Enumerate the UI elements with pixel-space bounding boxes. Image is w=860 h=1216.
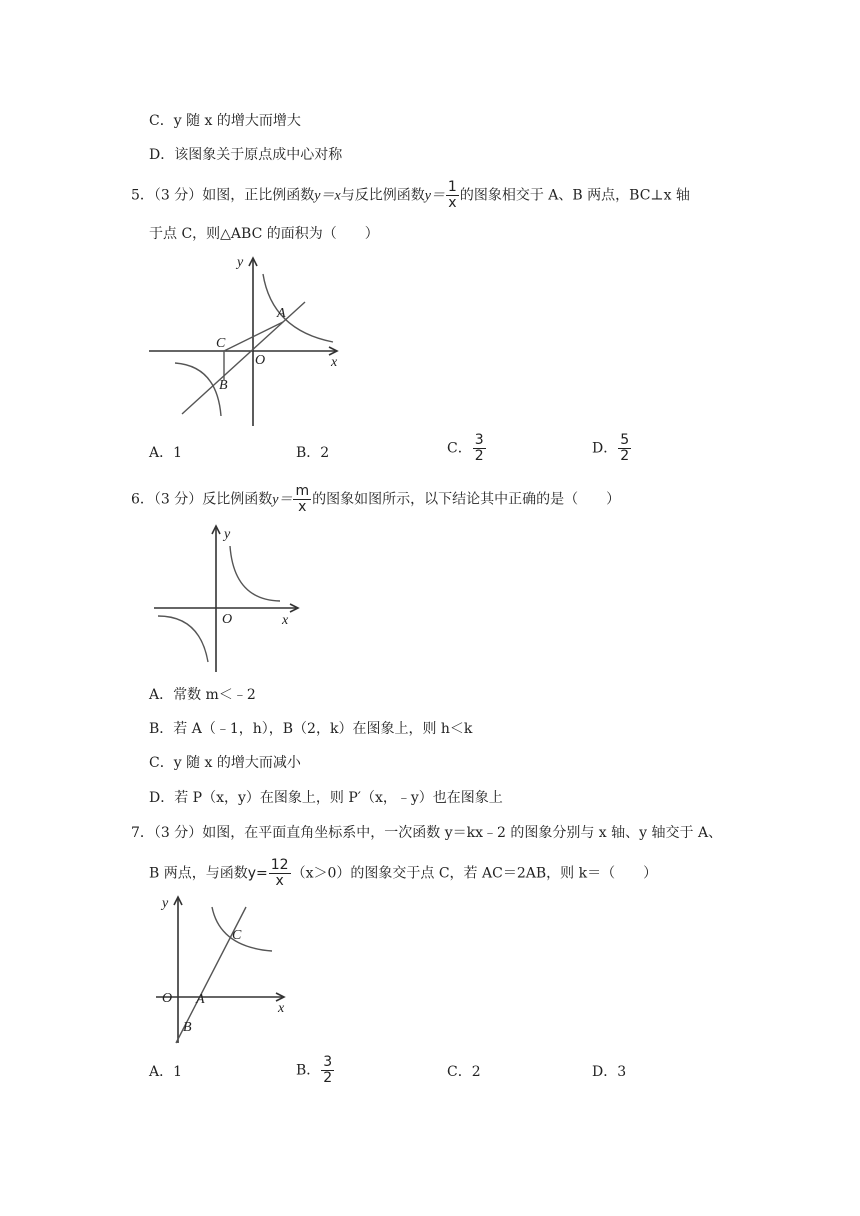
q7-label-x: x <box>278 1001 285 1016</box>
q5-fraction: $\frac{1}{x}$ <box>447 179 457 211</box>
q7-label-o: O <box>162 991 173 1006</box>
q7-stem-line1: 7．（3 分）如图，在平面直角坐标系中，一次函数 y＝kx﹣2 的图象分别与 x 轴、y 轴交于 A、 <box>131 825 723 841</box>
q5-label-y: y <box>237 255 244 270</box>
q6-label-y: y <box>224 527 231 542</box>
q4-option-c: C．y 随 x 的增大而增大 <box>149 113 301 129</box>
q4-option-d: D．该图象关于原点成中心对称 <box>149 147 343 163</box>
q5-label-x: x <box>331 355 338 370</box>
q5-label-a: A <box>277 306 286 321</box>
q5-option-a: A．1 <box>149 445 183 461</box>
q7-option-a: A．1 <box>149 1064 183 1080</box>
q5-label-c: C <box>216 336 226 351</box>
q5-option-c: C． $\frac{3}{2}$ <box>447 432 484 464</box>
q6-stem: 6．（3 分）反比例函数y＝ $\frac{m}{x}$ 的图象如图所示，以下结论其中正确的是（ ） <box>131 483 621 515</box>
q6-hyperbola-upper <box>230 546 280 601</box>
q6-option-c: C．y 随 x 的增大而减小 <box>149 755 301 771</box>
q6-option-b: B．若 A（﹣1，h），B（2，k）在图象上，则 h＜k <box>149 721 473 737</box>
q5-stem-line2: 于点 C，则△ABC 的面积为（ ） <box>149 226 379 242</box>
q7-label-y: y <box>162 896 169 911</box>
q6-option-d: D．若 P（x，y）在图象上，则 P′（x，﹣y）也在图象上 <box>149 790 503 806</box>
q7-label-c: C <box>232 928 242 943</box>
q5-hyperbola-lower <box>175 363 221 416</box>
q6-hyperbola-lower <box>158 616 208 662</box>
q7-label-a: A <box>196 992 205 1007</box>
q6-label-x: x <box>282 613 289 628</box>
q6-fraction: $\frac{m}{x}$ <box>295 483 310 515</box>
q5-figure <box>145 250 355 430</box>
q7-figure <box>150 893 300 1053</box>
q5-option-b: B．2 <box>296 445 330 461</box>
q7-option-d: D．3 <box>592 1064 627 1080</box>
q5-option-d: D． $\frac{5}{2}$ <box>592 432 630 464</box>
q6-figure <box>150 522 310 672</box>
q7-label-b: B <box>183 1020 192 1035</box>
q7-stem-line2: B 两点，与函数y= $\frac{12}{x}$ （x＞0）的图象交于点 C，若 AC＝2AB，则 k＝（ ） <box>149 857 658 889</box>
q5-label-o: O <box>255 353 266 368</box>
q6-label-o: O <box>222 612 233 627</box>
q7-fraction: $\frac{12}{x}$ <box>270 857 289 889</box>
q7-option-b: B． $\frac{3}{2}$ <box>296 1054 333 1086</box>
q5-line-y-eq-x <box>182 302 305 414</box>
q7-option-c: C．2 <box>447 1064 481 1080</box>
q5-label-b: B <box>219 378 228 393</box>
q6-option-a: A．常数 m＜﹣2 <box>149 687 256 703</box>
q5-stem-line1: 5．（3 分）如图，正比例函数y＝x与反比例函数y＝ $\frac{1}{x}$ 的图象相交于 A、B 两点，BC⊥x 轴 <box>131 179 690 211</box>
